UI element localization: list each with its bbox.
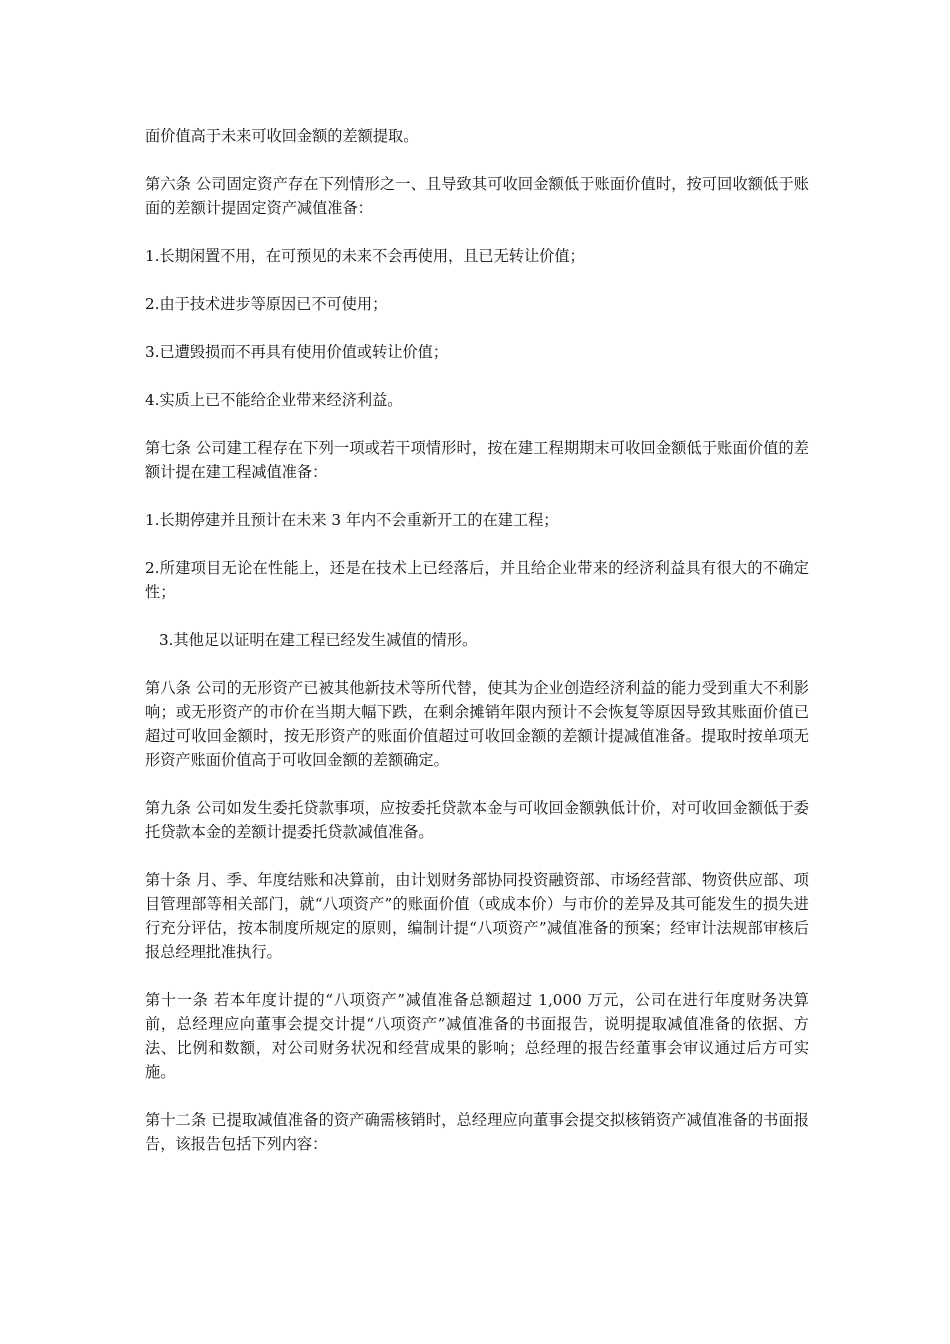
article-6: 第六条 公司固定资产存在下列情形之一、且导致其可收回金额低于账面价值时，按可回收额低于账面的差额计提固定资产减值准备： — [145, 175, 809, 217]
document-body — [145, 124, 809, 1180]
article-7-item-1: 1.长期停建并且预计在未来 3 年内不会重新开工的在建工程； — [145, 511, 559, 529]
article-10: 第十条 月、季、年度结账和决算前，由计划财务部协同投资融资部、市场经营部、物资供应部、项目管理部等相关部门，就“八项资产”的账面价值（或成本价）与市价的差异及其可能发生的损失进行充分评估，按本制度所规定的原则，编制计提“八项资产”减值准备的预案；经审计法规部审核后报总经理批准执行。 — [145, 871, 809, 961]
article-6-item-3: 3.已遭毁损而不再具有使用价值或转让价值； — [145, 343, 449, 361]
article-7-item-3: 3.其他足以证明在建工程已经发生减值的情形。 — [159, 631, 478, 649]
article-9: 第九条 公司如发生委托贷款事项，应按委托贷款本金与可收回金额孰低计价，对可收回金额低于委托贷款本金的差额计提委托贷款减值准备。 — [145, 799, 809, 841]
article-6-item-4: 4.实质上已不能给企业带来经济利益。 — [145, 391, 403, 409]
article-11: 第十一条 若本年度计提的“八项资产”减值准备总额超过 1,000 万元，公司在进行年度财务决算前，总经理应向董事会提交计提“八项资产”减值准备的书面报告，说明提取减值准备的依据、方法、比例和数额，对公司财务状况和经营成果的影响；总经理的报告经董事会审议通过后方可实施。 — [145, 991, 809, 1081]
article-6-item-1: 1.长期闲置不用，在可预见的未来不会再使用，且已无转让价值； — [145, 247, 585, 265]
article-7: 第七条 公司建工程存在下列一项或若干项情形时，按在建工程期期末可收回金额低于账面价值的差额计提在建工程减值准备： — [145, 439, 809, 481]
article-12: 第十二条 已提取减值准备的资产确需核销时，总经理应向董事会提交拟核销资产减值准备的书面报告，该报告包括下列内容： — [145, 1111, 809, 1153]
article-8: 第八条 公司的无形资产已被其他新技术等所代替，使其为企业创造经济利益的能力受到重大不利影响；或无形资产的市价在当期大幅下跌，在剩余摊销年限内预计不会恢复等原因导致其账面价值已超过可收回金额时，按无形资产的账面价值超过可收回金额的差额计提减值准备。提取时按单项无形资产账面价值高于可收回金额的差额确定。 — [145, 679, 809, 769]
article-6-item-2: 2.由于技术进步等原因已不可使用； — [145, 295, 388, 313]
paragraph-continuation: 面价值高于未来可收回金额的差额提取。 — [145, 127, 419, 145]
article-7-item-2: 2.所建项目无论在性能上，还是在技术上已经落后，并且给企业带来的经济利益具有很大的不确定性； — [145, 559, 809, 601]
